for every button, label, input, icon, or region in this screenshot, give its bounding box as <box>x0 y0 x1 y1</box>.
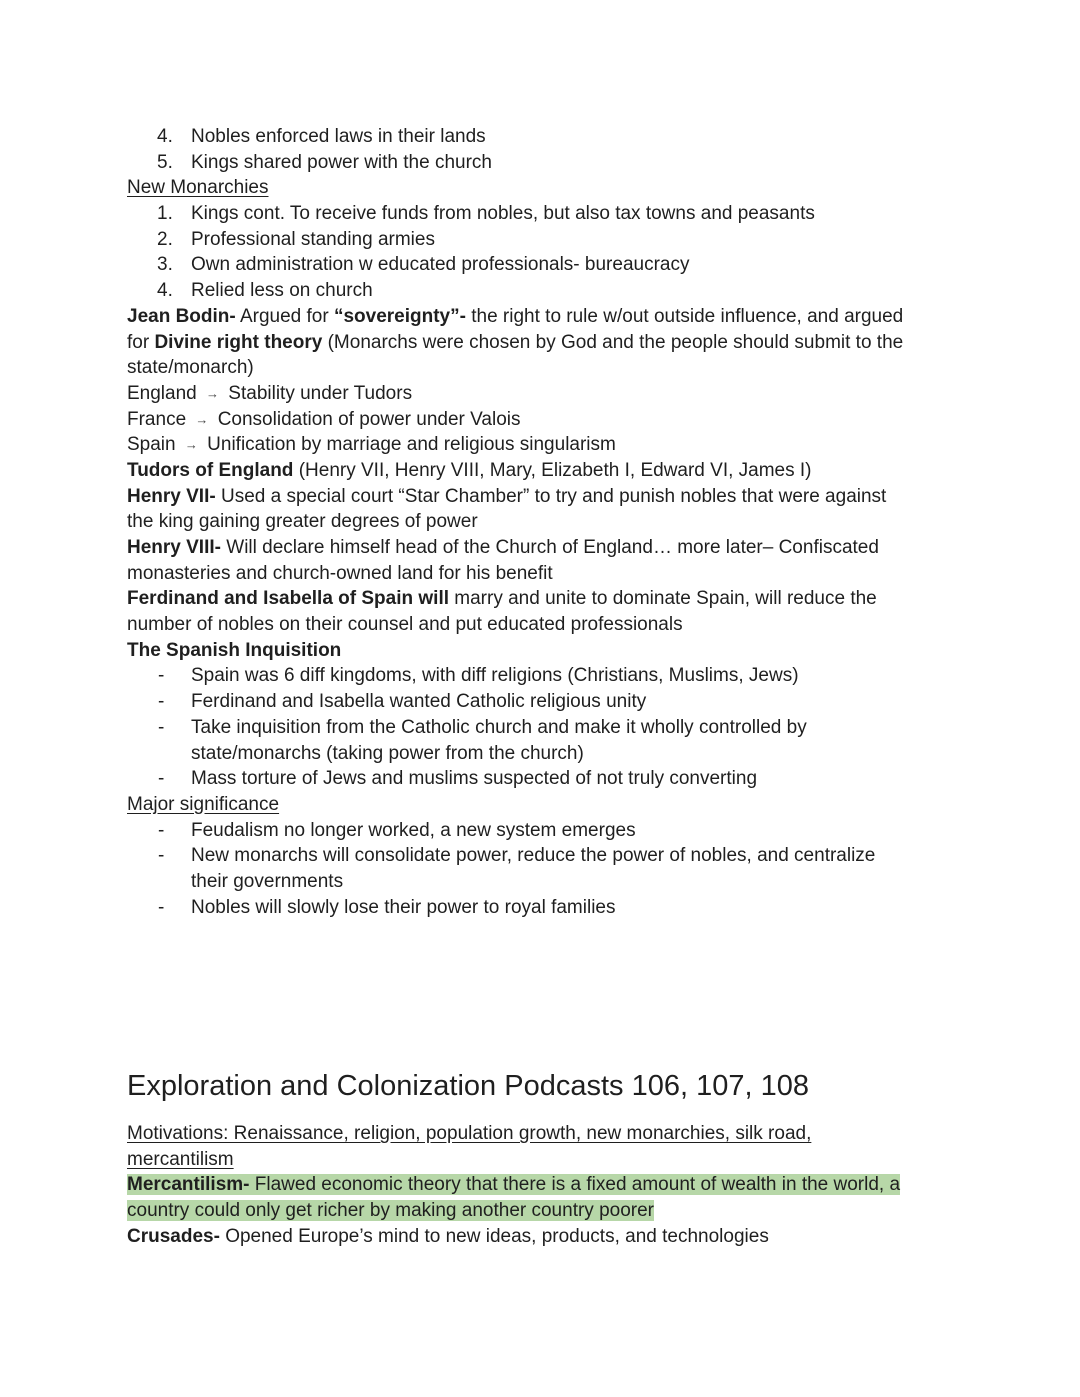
list-item: - Ferdinand and Isabella wanted Catholic religious unity <box>158 691 647 713</box>
list-item: - Feudalism no longer worked, a new system emerges <box>158 819 636 841</box>
mercantilism-paragraph: Mercantilism- Flawed economic theory that there is a fixed amount of wealth in the world, a <box>127 1174 901 1196</box>
list-item: 4. Nobles enforced laws in their lands <box>157 126 486 147</box>
bodin-paragraph-cont: for Divine right theory (Monarchs were chosen by God and the people should submit to the <box>127 331 904 353</box>
list-item: 5. Kings shared power with the church <box>157 151 492 173</box>
arrow-right-icon: → <box>184 437 198 453</box>
list-item-cont: state/monarchs (taking power from the church) <box>191 742 584 764</box>
list-item: 4. Relied less on church <box>157 280 373 302</box>
new-monarchies-heading: New Monarchies <box>127 177 269 199</box>
country-row: France → Consolidation of power under Valois <box>127 408 521 430</box>
henry8-paragraph-cont: monasteries and church-owned land for his benefit <box>127 562 553 584</box>
arrow-right-icon: → <box>206 385 220 401</box>
ferdinand-paragraph-cont: number of nobles on their counsel and put educated professionals <box>127 614 683 636</box>
country-row: England → Stability under Tudors <box>127 382 413 404</box>
crusades-paragraph: Crusades- Opened Europe’s mind to new ideas, products, and technologies <box>127 1225 769 1247</box>
mercantilism-paragraph-cont: country could only get richer by making another country poorer <box>127 1200 654 1222</box>
inquisition-heading: The Spanish Inquisition <box>127 639 342 661</box>
list-item: 1. Kings cont. To receive funds from nobles, but also tax towns and peasants <box>157 203 815 225</box>
section2-body <box>127 1121 937 1249</box>
list-item: - New monarchs will consolidate power, reduce the power of nobles, and centralize <box>158 845 876 867</box>
country-row: Spain → Unification by marriage and religious singularism <box>127 434 616 456</box>
list-item: 2. Professional standing armies <box>157 228 435 250</box>
list-item-cont: their governments <box>191 870 344 892</box>
henry7-paragraph-cont: the king gaining greater degrees of power <box>127 511 478 533</box>
bodin-paragraph-cont: state/monarch) <box>127 357 254 379</box>
list-item: - Mass torture of Jews and muslims suspected of not truly converting <box>158 768 758 790</box>
ferdinand-paragraph: Ferdinand and Isabella of Spain will marry and unite to dominate Spain, will reduce the <box>127 588 877 610</box>
henry8-paragraph: Henry VIII- Will declare himself head of the Church of England… more later– Confiscated <box>127 537 879 558</box>
tudors-paragraph: Tudors of England (Henry VII, Henry VIII, Mary, Elizabeth I, Edward VI, James I) <box>127 459 812 481</box>
arrow-right-icon: → <box>195 411 209 427</box>
significance-heading: Major significance <box>127 793 280 815</box>
list-item: - Spain was 6 diff kingdoms, with diff religions (Christians, Muslims, Jews) <box>158 665 799 687</box>
list-item: 3. Own administration w educated professionals- bureaucracy <box>157 254 690 276</box>
henry7-paragraph: Henry VII- Used a special court “Star Chamber” to try and punish nobles that were against <box>127 485 887 507</box>
list-item: - Take inquisition from the Catholic church and make it wholly controlled by <box>158 716 807 738</box>
bodin-paragraph: Jean Bodin- Argued for “sovereignty”- the right to rule w/out outside influence, and argued <box>127 305 904 327</box>
list-item: - Nobles will slowly lose their power to royal families <box>158 896 616 918</box>
motivations-line-cont: mercantilism <box>127 1148 234 1170</box>
document-body <box>127 124 927 920</box>
motivations-line: Motivations: Renaissance, religion, population growth, new monarchies, silk road, <box>127 1123 812 1144</box>
section-title: Exploration and Colonization Podcasts 106, 107, 108 <box>127 1070 809 1102</box>
